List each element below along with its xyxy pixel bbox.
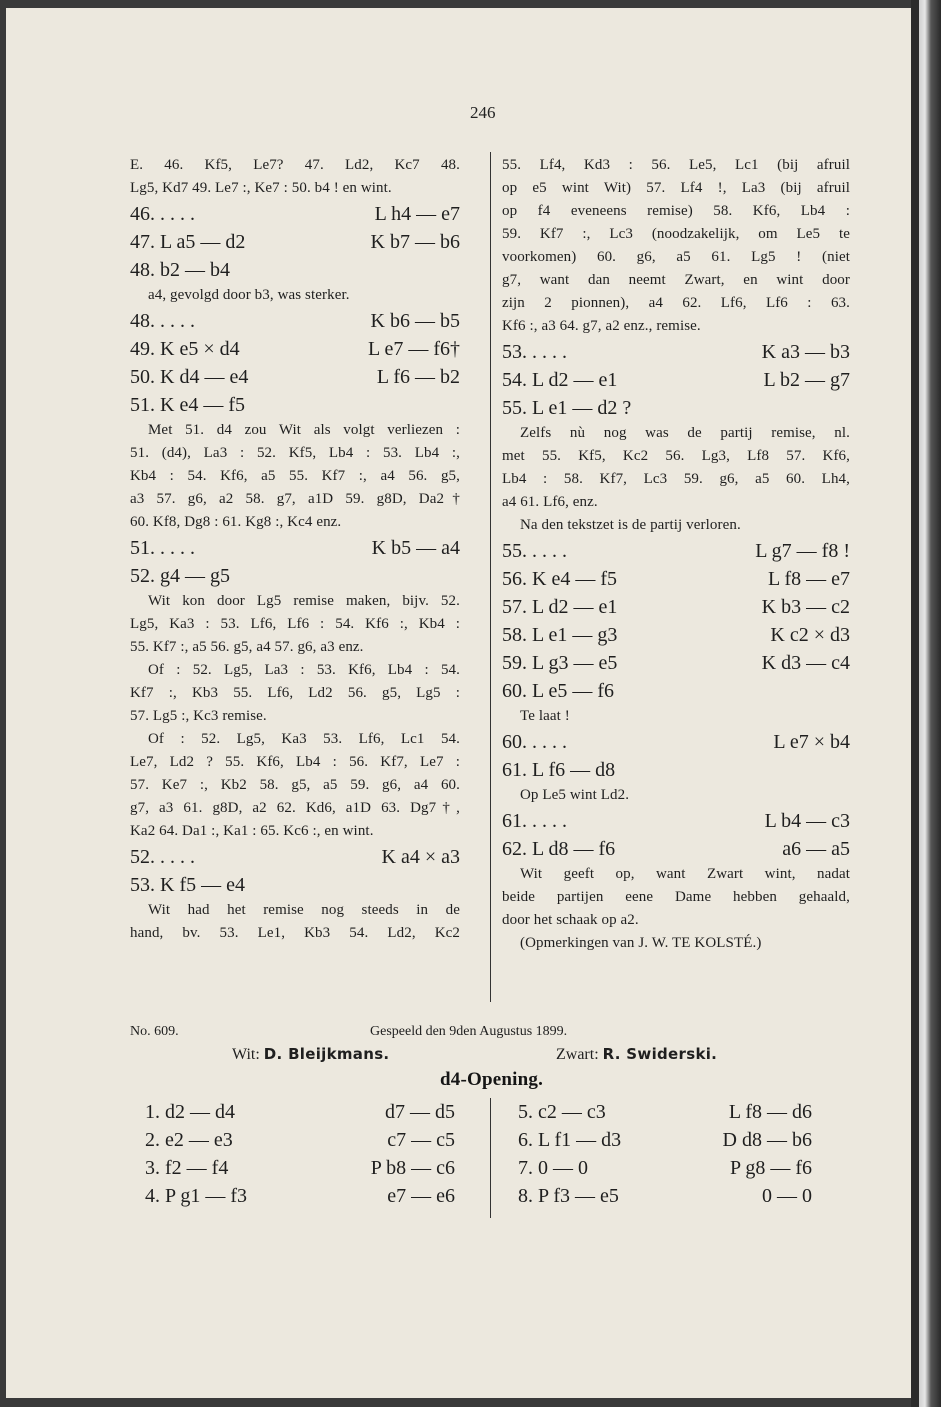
annotation-line: op e5 wint Wit) 57. Lf4 !, La3 (bij afruil [502, 180, 850, 196]
move-line [502, 593, 850, 621]
left-column [130, 154, 460, 945]
moves-divider [490, 1098, 491, 1218]
black-move: a6 — a5 [782, 838, 850, 860]
annotation-line: Le7, Ld2 ? 55. Kf6, Lb4 : 56. Kf7, Le7 : [130, 754, 460, 770]
move-line [502, 807, 850, 835]
white-move: 54. L d2 — e1 [502, 369, 618, 391]
annotation-line: 60. Kf8, Dg8 : 61. Kg8 :, Kc4 enz. [130, 514, 342, 530]
annotation-line: zijn 2 pionnen), a4 62. Lf6, Lf6 : 63. [502, 295, 850, 311]
white-move: 55. L e1 — d2 ? [502, 397, 632, 419]
white-move: 51. . . . . [130, 537, 195, 559]
annotation-line: 51. (d4), La3 : 52. Kf5, Lb4 : 53. Lb4 :, [130, 445, 460, 461]
column-divider [490, 152, 491, 1002]
black-move: K c2 × d3 [770, 624, 850, 646]
game-move-row [518, 1154, 812, 1182]
annotation-line: beide partijen eene Dame hebben gehaald, [502, 889, 850, 905]
annotation-line: g7, want dan neemt Zwart, en wint door [502, 272, 850, 288]
annotation-line: Met 51. d4 zou Wit als volgt verliezen : [148, 422, 460, 438]
annotation-line: voorkomen) 60. g6, a5 61. Lg5 ! (niet [502, 249, 850, 265]
white-move: 50. K d4 — e4 [130, 366, 249, 388]
black-move: 0 — 0 [762, 1185, 812, 1207]
move-line [502, 835, 850, 863]
scan-edge [911, 0, 941, 1407]
annotation-line: Lb4 : 58. Kf7, Lc3 59. g6, a5 60. Lh4, [502, 471, 850, 487]
annotation-line: Wit kon door Lg5 remise maken, bijv. 52. [148, 593, 460, 609]
annotation-line: Wit had het remise nog steeds in de [148, 902, 460, 918]
annotation-line: E. 46. Kf5, Le7? 47. Ld2, Kc7 48. [130, 157, 460, 173]
white-move: 8. P f3 — e5 [518, 1185, 619, 1207]
black-player [556, 1045, 717, 1064]
move-line [502, 677, 850, 705]
move-line [502, 537, 850, 565]
annotation-line: Lg5, Kd7 49. Le7 :, Ke7 : 50. b4 ! en wint. [130, 180, 392, 196]
white-move: 61. . . . . [502, 810, 567, 832]
black-move: D d8 — b6 [722, 1129, 812, 1151]
opening-title: d4-Opening. [440, 1069, 544, 1090]
annotation-line: Op Le5 wint Ld2. [520, 787, 630, 803]
annotation-line: Kf6 :, a3 64. g7, a2 enz., remise. [502, 318, 701, 334]
game-move-row [518, 1126, 812, 1154]
annotation-line: 55. Lf4, Kd3 : 56. Le5, Lc1 (bij afruil [502, 157, 850, 173]
white-move: 4. P g1 — f3 [145, 1185, 248, 1207]
black-move: L f8 — d6 [728, 1101, 812, 1123]
black-move: L g7 — f8 ! [755, 540, 850, 562]
annotation-line: Kb4 : 54. Kf6, a5 55. Kf7 :, a4 56. g5, [130, 468, 460, 484]
annotation-line: Of : 52. Lg5, La3 : 53. Kf6, Lb4 : 54. [148, 662, 460, 678]
move-line [502, 649, 850, 677]
move-line [502, 756, 850, 784]
black-move: d7 — d5 [385, 1101, 455, 1123]
move-line [130, 228, 460, 256]
black-move: K b5 — a4 [371, 537, 460, 559]
black-move: L e7 × b4 [773, 731, 850, 753]
annotation-line: door het schaak op a2. [502, 912, 639, 928]
white-move: 58. L e1 — g3 [502, 624, 618, 646]
right-column [502, 154, 850, 955]
black-move: K a4 × a3 [381, 846, 460, 868]
white-player [232, 1045, 389, 1064]
white-move: 1. d2 — d4 [145, 1101, 235, 1123]
white-move: 5. c2 — c3 [518, 1101, 606, 1123]
black-move: L h4 — e7 [374, 203, 460, 225]
white-move: 48. b2 — b4 [130, 259, 230, 281]
black-move: L b4 — c3 [764, 810, 850, 832]
page-number: 246 [470, 103, 496, 122]
move-line [130, 335, 460, 363]
game-move-row [145, 1126, 455, 1154]
black-move: K b3 — c2 [761, 596, 850, 618]
black-move: L f8 — e7 [767, 568, 850, 590]
black-name: R. Swiderski. [602, 1045, 718, 1063]
move-line [130, 534, 460, 562]
annotation-line: met 55. Kf5, Kc2 56. Lg3, Lf8 57. Kf6, [502, 448, 850, 464]
annotation-line: Ka2 64. Da1 :, Ka1 : 65. Kc6 :, en wint. [130, 823, 374, 839]
move-line [502, 621, 850, 649]
white-move: 3. f2 — f4 [145, 1157, 229, 1179]
annotation-line: g7, a3 61. g8D, a2 62. Kd6, a1D 63. Dg7†, [130, 800, 460, 816]
game-date: Gespeeld den 9den Augustus 1899. [370, 1024, 568, 1039]
move-line [130, 307, 460, 335]
game-move-row [145, 1098, 455, 1126]
move-line [502, 565, 850, 593]
white-move: 57. L d2 — e1 [502, 596, 618, 618]
move-line [130, 843, 460, 871]
move-line [502, 366, 850, 394]
game-move-row [145, 1154, 455, 1182]
annotation-line: 57. Lg5 :, Kc3 remise. [130, 708, 267, 724]
black-move: P g8 — f6 [729, 1157, 812, 1179]
move-line [502, 394, 850, 422]
white-move: 52. g4 — g5 [130, 565, 230, 587]
annotation-line: Te laat ! [520, 708, 570, 724]
black-move: e7 — e6 [387, 1185, 455, 1207]
game-number: No. 609. [130, 1024, 179, 1039]
white-move: 56. K e4 — f5 [502, 568, 617, 590]
white-move: 62. L d8 — f6 [502, 838, 616, 860]
game-moves-right [518, 1098, 812, 1210]
move-line [502, 728, 850, 756]
game-move-row [518, 1182, 812, 1210]
white-move: 47. L a5 — d2 [130, 231, 246, 253]
annotation-line: 55. Kf7 :, a5 56. g5, a4 57. g6, a3 enz. [130, 639, 364, 655]
white-move: 60. . . . . [502, 731, 567, 753]
annotation-line: a4, gevolgd door b3, was sterker. [148, 287, 350, 303]
white-move: 51. K e4 — f5 [130, 394, 245, 416]
move-line [130, 363, 460, 391]
white-name: D. Bleijkmans. [263, 1045, 390, 1063]
white-label: Wit: [232, 1046, 260, 1063]
white-move: 52. . . . . [130, 846, 195, 868]
white-move: 49. K e5 × d4 [130, 338, 240, 360]
annotation-line: 57. Ke7 :, Kb2 58. g5, a5 59. g6, a4 60. [130, 777, 460, 793]
annotation-line: Wit geeft op, want Zwart wint, nadat [520, 866, 850, 882]
white-move: 53. . . . . [502, 341, 567, 363]
white-move: 2. e2 — e3 [145, 1129, 233, 1151]
move-line [130, 391, 460, 419]
black-move: L e7 — f6† [367, 338, 460, 360]
game-move-row [145, 1182, 455, 1210]
white-move: 61. L f6 — d8 [502, 759, 616, 781]
white-move: 60. L e5 — f6 [502, 680, 615, 702]
annotation-line: a4 61. Lf6, enz. [502, 494, 598, 510]
annotation-line: op f4 eveneens remise) 58. Kf6, Lb4 : [502, 203, 850, 219]
black-move: K b7 — b6 [370, 231, 460, 253]
black-label: Zwart: [556, 1046, 599, 1063]
move-line [130, 871, 460, 899]
annotation-line: Lg5, Ka3 : 53. Lf6, Lf6 : 54. Kf6 :, Kb4 : [130, 616, 460, 632]
annotation-line: Zelfs nù nog was de partij remise, nl. [520, 425, 850, 441]
white-move: 7. 0 — 0 [518, 1157, 588, 1179]
game-moves-left [145, 1098, 455, 1210]
annotation-line: hand, bv. 53. Le1, Kb3 54. Ld2, Kc2 [130, 925, 460, 941]
white-move: 59. L g3 — e5 [502, 652, 618, 674]
black-move: P b8 — c6 [370, 1157, 455, 1179]
black-move: K d3 — c4 [761, 652, 850, 674]
black-move: L f6 — b2 [376, 366, 460, 388]
black-move: K b6 — b5 [370, 310, 460, 332]
white-move: 53. K f5 — e4 [130, 874, 245, 896]
black-move: K a3 — b3 [761, 341, 850, 363]
white-move: 46. . . . . [130, 203, 195, 225]
annotation-line: 59. Kf7 :, Lc3 (noodzakelijk, om Le5 te [502, 226, 850, 242]
annotation-line: Kf7 :, Kb3 55. Lf6, Ld2 56. g5, Lg5 : [130, 685, 460, 701]
move-line [130, 562, 460, 590]
move-line [130, 256, 460, 284]
white-move: 6. L f1 — d3 [518, 1129, 622, 1151]
game-move-row [518, 1098, 812, 1126]
annotation-line: a3 57. g6, a2 58. g7, a1D 59. g8D, Da2† [130, 491, 460, 507]
move-line [130, 200, 460, 228]
move-line [502, 338, 850, 366]
annotation-line: Na den tekstzet is de partij verloren. [520, 517, 741, 533]
black-move: c7 — c5 [387, 1129, 455, 1151]
annotation-line: Of : 52. Lg5, Ka3 53. Lf6, Lc1 54. [148, 731, 460, 747]
white-move: 48. . . . . [130, 310, 195, 332]
black-move: L b2 — g7 [763, 369, 850, 391]
white-move: 55. . . . . [502, 540, 567, 562]
annotation-line: (Opmerkingen van J. W. TE KOLSTÉ.) [520, 935, 762, 951]
